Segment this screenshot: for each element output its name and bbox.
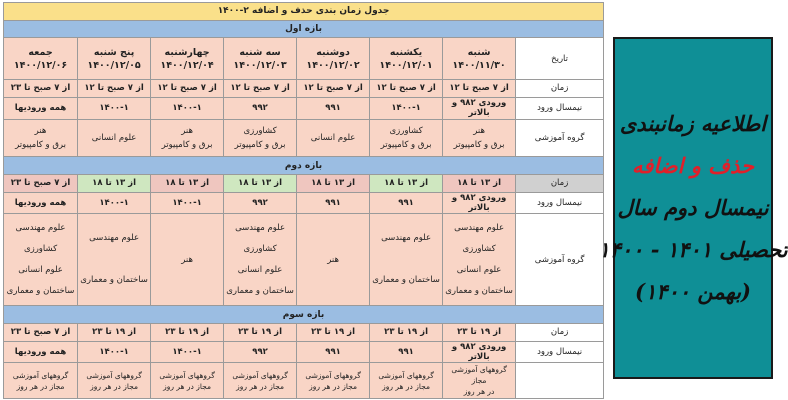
- day-header-3: سه شنبه ۱۴۰۰/۱۲/۰۳: [224, 38, 297, 80]
- label-group-2: گروه آموزشی: [516, 214, 604, 306]
- p3-group-1: گروههای آموزشی مجاز در هر روز: [370, 363, 443, 399]
- label-entry-3: نیمسال ورود: [516, 341, 604, 363]
- p3-entry-2: ۹۹۱: [297, 341, 370, 363]
- p3-group-4: گروههای آموزشی مجاز در هر روز: [151, 363, 224, 399]
- period-3-title: بازه سوم: [4, 306, 604, 324]
- p3-entry-5: ۱۴۰۰-۱: [78, 341, 151, 363]
- p2-entry-4: ۱۴۰۰-۱: [151, 192, 224, 214]
- p3-time-6: از ۷ صبح تا ۲۳: [4, 323, 78, 341]
- panel-line-semester: نیمسال دوم سال: [617, 195, 769, 220]
- p2-group-5: علوم مهندسی ساختمان و معماری: [78, 214, 151, 306]
- p1-group-6: هنر برق و کامپیوتر: [4, 119, 78, 157]
- p1-entry-row: [4, 97, 604, 119]
- p1-group-4: هنر برق و کامپیوتر: [151, 119, 224, 157]
- p3-group-5: گروههای آموزشی مجاز در هر روز: [78, 363, 151, 399]
- p2-group-1: علوم مهندسی ساختمان و معماری: [370, 214, 443, 306]
- label-time-2: زمان: [516, 174, 604, 192]
- p1-time-5: از ۷ صبح تا ۱۲: [78, 80, 151, 98]
- p2-time-2: از ۱۳ تا ۱۸: [297, 174, 370, 192]
- p2-time-0: از ۱۳ تا ۱۸: [443, 174, 516, 192]
- label-group-3: [516, 363, 604, 399]
- p2-time-5: از ۱۳ تا ۱۸: [78, 174, 151, 192]
- day-header-4: چهارشنبه ۱۴۰۰/۱۲/۰۴: [151, 38, 224, 80]
- table-title: جدول زمان بندی حذف و اضافه ۲-۱۴۰۰: [4, 3, 604, 21]
- p1-group-3: کشاورزی برق و کامپیوتر: [224, 119, 297, 157]
- day-header-1: یکشنبه ۱۴۰۰/۱۲/۰۱: [370, 38, 443, 80]
- p3-group-row: [4, 363, 604, 399]
- p2-entry-5: ۱۴۰۰-۱: [78, 192, 151, 214]
- p2-group-row: [4, 214, 604, 306]
- panel-line-academic-year: تحصیلی ۱۴۰۱ - ۱۴۰۰: [598, 237, 788, 262]
- p2-group-4: هنر: [151, 214, 224, 306]
- period-2-title: بازه دوم: [4, 157, 604, 175]
- label-date: تاریخ: [516, 38, 604, 80]
- p2-time-1: از ۱۳ تا ۱۸: [370, 174, 443, 192]
- p1-time-row: [4, 80, 604, 98]
- p2-time-4: از ۱۳ تا ۱۸: [151, 174, 224, 192]
- p1-entry-6: همه ورودیها: [4, 97, 78, 119]
- p1-group-1: کشاورزی برق و کامپیوتر: [370, 119, 443, 157]
- p1-group-0: هنر برق و کامپیوتر: [443, 119, 516, 157]
- p1-time-4: از ۷ صبح تا ۱۲: [151, 80, 224, 98]
- p2-group-6: علوم مهندسی کشاورزی علوم انسانی ساختمان و معماری: [4, 214, 78, 306]
- p1-entry-1: ۱۴۰۰-۱: [370, 97, 443, 119]
- day-header-6: جمعه ۱۴۰۰/۱۲/۰۶: [4, 38, 78, 80]
- label-time: زمان: [516, 80, 604, 98]
- p2-group-2: هنر: [297, 214, 370, 306]
- p2-time-row: [4, 174, 604, 192]
- label-entry: نیمسال ورود: [516, 97, 604, 119]
- p1-group-5: علوم انسانی: [78, 119, 151, 157]
- p1-entry-5: ۱۴۰۰-۱: [78, 97, 151, 119]
- p1-group-row: [4, 119, 604, 157]
- p1-entry-3: ۹۹۲: [224, 97, 297, 119]
- p3-entry-6: همه ورودیها: [4, 341, 78, 363]
- p3-entry-row: [4, 341, 604, 363]
- p2-entry-6: همه ورودیها: [4, 192, 78, 214]
- p3-group-6: گروههای آموزشی مجاز در هر روز: [4, 363, 78, 399]
- day-header-0: شنبه ۱۴۰۰/۱۱/۳۰: [443, 38, 516, 80]
- p2-entry-0: ورودی ۹۸۲ و بالاتر: [443, 192, 516, 214]
- p3-entry-0: ورودی ۹۸۲ و بالاتر: [443, 341, 516, 363]
- day-header-row: [4, 38, 604, 80]
- p3-time-4: از ۱۹ تا ۲۳: [151, 323, 224, 341]
- p2-entry-1: ۹۹۱: [370, 192, 443, 214]
- p1-time-1: از ۷ صبح تا ۱۲: [370, 80, 443, 98]
- p1-entry-2: ۹۹۱: [297, 97, 370, 119]
- panel-line-add-drop: حذف و اضافه: [632, 153, 754, 178]
- day-header-2: دوشنبه ۱۴۰۰/۱۲/۰۲: [297, 38, 370, 80]
- p2-group-0: علوم مهندسی کشاورزی علوم انسانی ساختمان و معماری: [443, 214, 516, 306]
- panel-line-month: (بهمن ۱۴۰۰): [635, 279, 751, 304]
- p3-time-row: [4, 323, 604, 341]
- p1-time-0: از ۷ صبح تا ۱۲: [443, 80, 516, 98]
- p2-time-3: از ۱۳ تا ۱۸: [224, 174, 297, 192]
- p1-time-6: از ۷ صبح تا ۲۳: [4, 80, 78, 98]
- p3-time-1: از ۱۹ تا ۲۳: [370, 323, 443, 341]
- announcement-panel: [598, 37, 788, 379]
- p2-group-3: علوم مهندسی کشاورزی علوم انسانی ساختمان و معماری: [224, 214, 297, 306]
- p1-time-3: از ۷ صبح تا ۱۲: [224, 80, 297, 98]
- day-header-5: پنج شنبه ۱۴۰۰/۱۲/۰۵: [78, 38, 151, 80]
- p3-time-0: از ۱۹ تا ۲۳: [443, 323, 516, 341]
- p1-entry-4: ۱۴۰۰-۱: [151, 97, 224, 119]
- p2-time-6: از ۷ صبح تا ۲۳: [4, 174, 78, 192]
- p3-group-3: گروههای آموزشی مجاز در هر روز: [224, 363, 297, 399]
- p3-entry-1: ۹۹۱: [370, 341, 443, 363]
- panel-line-announcement: اطلاعیه زمانبندی: [619, 111, 767, 136]
- p3-group-0: گروههای آموزشی مجاز در هر روز: [443, 363, 516, 399]
- p2-entry-3: ۹۹۲: [224, 192, 297, 214]
- label-group: گروه آموزشی: [516, 119, 604, 157]
- schedule-table: [3, 2, 604, 399]
- p3-time-3: از ۱۹ تا ۲۳: [224, 323, 297, 341]
- p3-entry-4: ۱۴۰۰-۱: [151, 341, 224, 363]
- label-entry-2: نیمسال ورود: [516, 192, 604, 214]
- p3-group-2: گروههای آموزشی مجاز در هر روز: [297, 363, 370, 399]
- p1-time-2: از ۷ صبح تا ۱۲: [297, 80, 370, 98]
- p1-group-2: علوم انسانی: [297, 119, 370, 157]
- p3-time-5: از ۱۹ تا ۲۳: [78, 323, 151, 341]
- p3-time-2: از ۱۹ تا ۲۳: [297, 323, 370, 341]
- p3-entry-3: ۹۹۲: [224, 341, 297, 363]
- p2-entry-2: ۹۹۱: [297, 192, 370, 214]
- period-1-title: بازه اول: [4, 20, 604, 38]
- label-time-3: زمان: [516, 323, 604, 341]
- p2-entry-row: [4, 192, 604, 214]
- p1-entry-0: ورودی ۹۸۲ و بالاتر: [443, 97, 516, 119]
